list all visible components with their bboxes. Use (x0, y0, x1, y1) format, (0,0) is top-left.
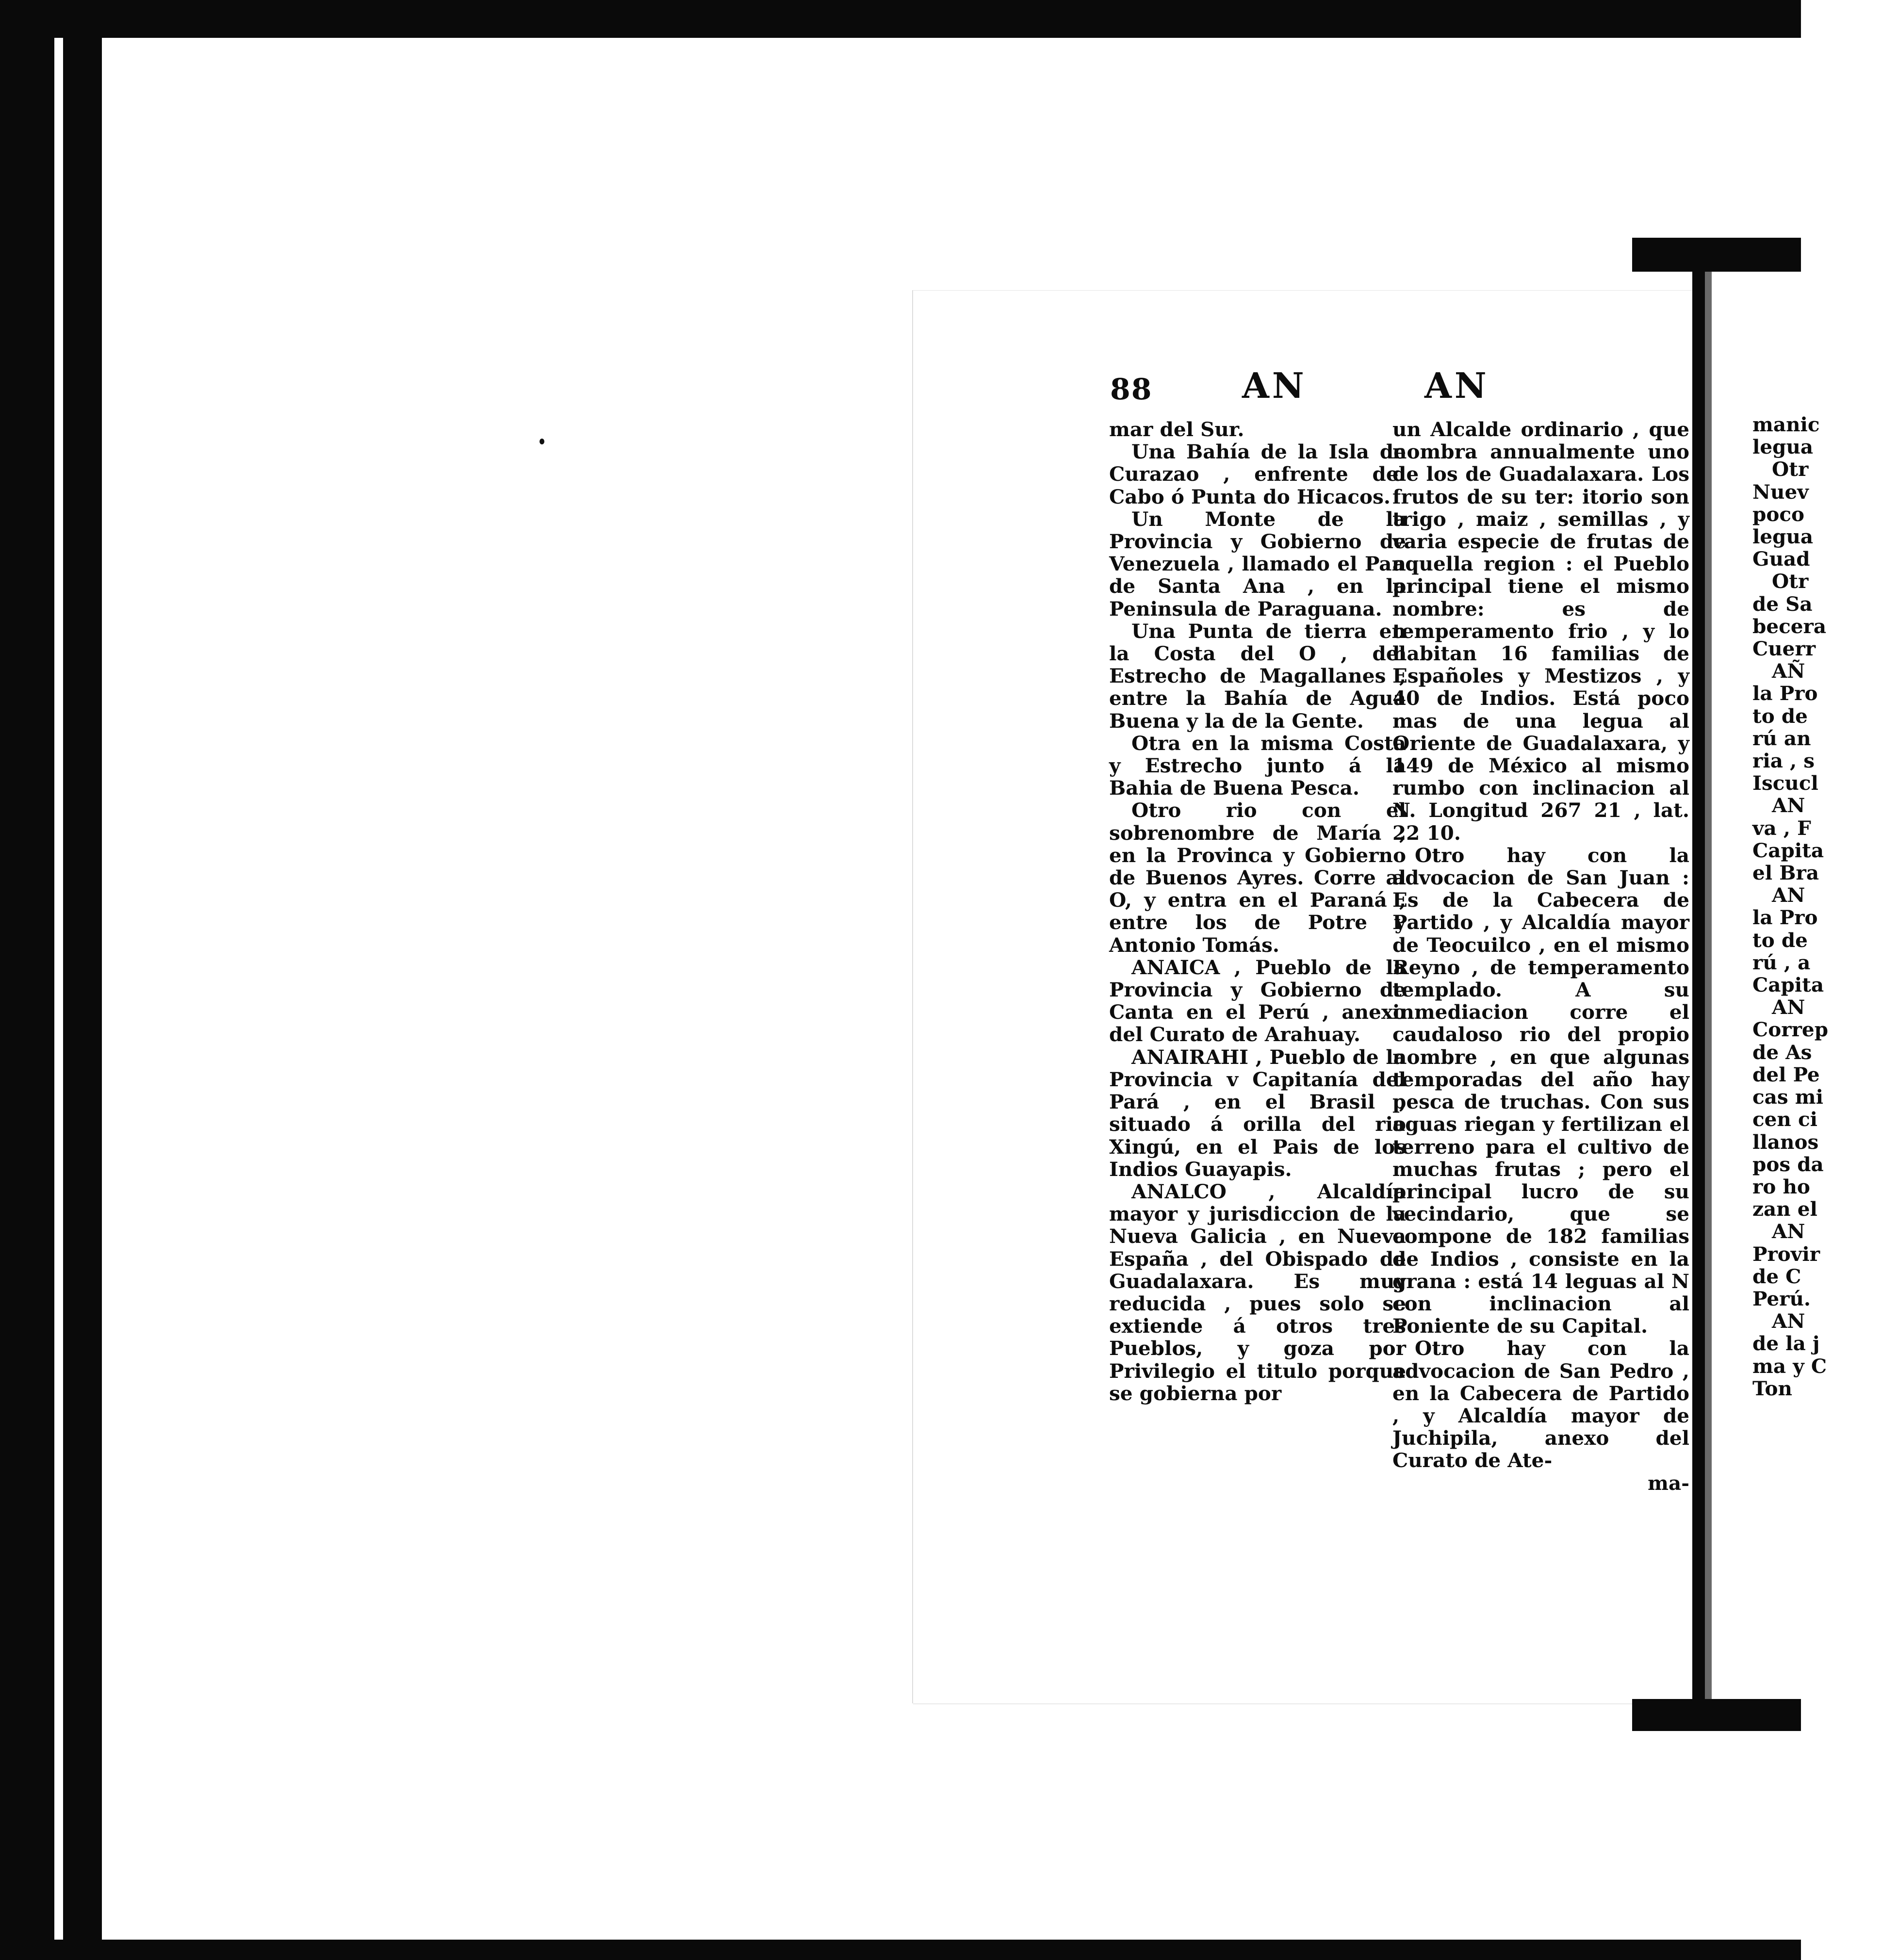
facing-page-line: la Pro (1752, 682, 1818, 705)
facing-page-line: Correp (1752, 1018, 1829, 1042)
facing-page-line: AN (1772, 794, 1805, 817)
facing-page-line: rú , a (1752, 950, 1811, 974)
catchword: ma- (1648, 1471, 1689, 1495)
film-frame-left (0, 0, 54, 1960)
entry-anairahi: ANAIRAHI , Pueblo de la Provincia v Capitanía del Pará , en el Brasil , situado á orilla del rio Xingú, en el Pais de los Indios Guayapis. (1109, 1045, 1406, 1181)
facing-page-line: Perú. (1752, 1287, 1811, 1310)
text-column-right (1392, 418, 1689, 1494)
book-spine-shadow (1705, 272, 1712, 1699)
facing-page-line: legua (1752, 435, 1814, 459)
paragraph: Un Monte de la Provincia y Gobierno de Venezuela , llamado el Pan de Santa Ana , en la Peninsula de Paraguana. (1109, 507, 1406, 621)
dust-speck (540, 439, 544, 444)
facing-page-line: de la j (1752, 1332, 1820, 1356)
facing-page-line: de Sa (1752, 592, 1813, 616)
facing-page-line: Nuev (1752, 480, 1809, 504)
paragraph: Otro rio con el sobrenombre de María , en la Provinca y Gobierno de Buenos Ayres. Corre al O, y entra en el Paraná , entre los de Potre y Antonio Tomás. (1109, 799, 1406, 957)
facing-page-line: AN (1772, 1309, 1805, 1333)
facing-page-line: Capita (1752, 838, 1824, 862)
facing-page (1712, 272, 1829, 1699)
facing-page-clip-top (1632, 238, 1801, 272)
facing-page-line: pos da (1752, 1152, 1824, 1176)
facing-page-line: Otr (1772, 457, 1809, 481)
facing-page-line: AN (1772, 996, 1805, 1019)
running-head-right: AN (1424, 365, 1489, 406)
paragraph: un Alcalde ordinario , que nombra annualmente uno de los de Guadalaxara. Los frutos de su ter: itorio son trigo , maiz , semillas , y varia especie de frutas de aquella region : el Pueblo principal tiene el mismo nombre: es de temperamento frio , y lo habitan 16 familias de Españoles y Mestizos , y 40 de Indios. Está poco mas de una legua al Oriente de Guadalaxara, y 149 de México al mismo rumbo con inclinacion al N. Longitud 267 21 , lat. 22 10. (1392, 418, 1689, 845)
paragraph: Una Bahía de la Isla de Curazao , enfrente del Cabo ó Punta do Hicacos. (1109, 440, 1406, 508)
page-number: 88 (1110, 373, 1153, 407)
facing-page-line: becera (1752, 614, 1827, 638)
facing-page-line: Cuerr (1752, 637, 1816, 661)
book-spine (1692, 272, 1705, 1699)
facing-page-line: va , F (1752, 816, 1811, 840)
facing-page-clip-bottom (1632, 1699, 1801, 1731)
facing-page-line: AN (1772, 1220, 1805, 1243)
facing-page-line: cas mi (1752, 1085, 1824, 1109)
paragraph: Una Punta de tierra en la Costa del O , del Estrecho de Magallanes , entre la Bahía de Agua Buena y la de la Gente. (1109, 619, 1406, 733)
facing-page-line: Provir (1752, 1242, 1820, 1266)
facing-page-line: Otr (1772, 570, 1809, 593)
paragraph: Otra en la misma Costa y Estrecho junto á la Bahia de Buena Pesca. (1109, 731, 1406, 800)
facing-page-line: Iscucl (1752, 771, 1818, 795)
facing-page-line: to de (1752, 928, 1808, 952)
facing-page-line: zan el (1752, 1197, 1817, 1221)
film-frame-gap (54, 38, 63, 1941)
facing-page-line: to de (1752, 704, 1808, 728)
facing-page-line: el Bra (1752, 861, 1819, 885)
facing-page-line: de C (1752, 1264, 1801, 1288)
facing-page-line: AÑ (1772, 659, 1805, 683)
facing-page-text (1752, 413, 1898, 1400)
facing-page-line: cen ci (1752, 1108, 1818, 1131)
facing-page-line: de As (1752, 1040, 1812, 1064)
facing-page-line: Capita (1752, 973, 1824, 997)
entry-anaica: ANAICA , Pueblo de la Provincia y Gobierno de Canta en el Perú , anexo del Curato de Arahuay. (1109, 955, 1406, 1046)
facing-page-line: rú an (1752, 726, 1811, 750)
paragraph: Otro hay con la advocacion de San Pedro , en la Cabecera de Partido , y Alcaldía mayor de Juchipila, anexo del Curato de Ate- (1392, 1337, 1689, 1472)
running-head-left: AN (1242, 365, 1307, 406)
facing-page-line: AN (1772, 883, 1805, 907)
film-frame-left-inner (63, 38, 102, 1941)
facing-page-line: ro ho (1752, 1175, 1810, 1198)
entry-analco: ANALCO , Alcaldía mayor y jurisdiccion de la Nueva Galicia , en Nueva España , del Obispado de Guadalaxara. Es muy reducida , pues solo se extiende á otros tres Pueblos, y goza por Privilegio el titulo porque se gobierna por (1109, 1179, 1406, 1405)
facing-page-line: Guad (1752, 547, 1810, 571)
film-frame-bottom (0, 1940, 1801, 1960)
facing-page-line: legua (1752, 525, 1814, 549)
facing-page-line: la Pro (1752, 906, 1818, 930)
facing-page-line: del Pe (1752, 1062, 1820, 1086)
facing-page-line: manic (1752, 413, 1820, 436)
paragraph: Otro hay con la advocacion de San Juan : Es de la Cabecera de Partido , y Alcaldía mayor de Teocuilco , en el mismo Reyno , de temperamento templado. A su inmediacion corre el caudaloso rio del propio nombre , en que algunas temporadas del año hay pesca de truchas. Con sus aguas riegan y fertilizan el terreno para el cultivo de muchas frutas ; pero el principal lucro de su vecindario, que se compone de 182 familias de Indios , consiste en la grana : está 14 leguas al N con inclinacion al Poniente de su Capital. (1392, 843, 1689, 1338)
paragraph: mar del Sur. (1109, 418, 1244, 441)
facing-page-line: ria , s (1752, 749, 1815, 773)
facing-page-line: ma y C (1752, 1354, 1827, 1378)
facing-page-line: llanos (1752, 1130, 1819, 1154)
text-column-left (1109, 418, 1406, 1405)
film-frame-top (0, 0, 1801, 38)
facing-page-line: poco (1752, 502, 1805, 526)
facing-page-line: Ton (1752, 1376, 1792, 1400)
